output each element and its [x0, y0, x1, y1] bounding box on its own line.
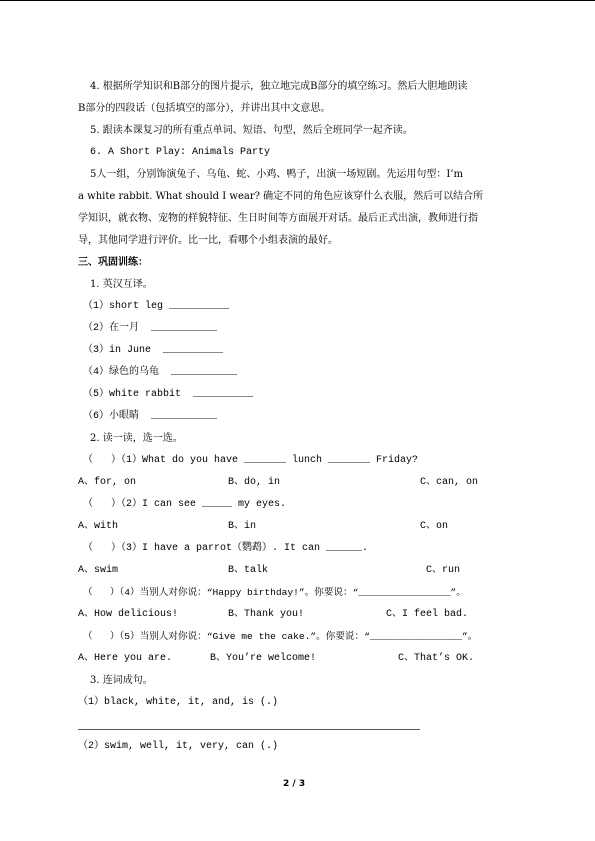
q2-option-c: C、That’s OK.	[398, 653, 475, 664]
q3-item: （1）black, white, it, and, is (.)	[78, 697, 279, 708]
q2-option-a: A、Here you are.	[78, 653, 173, 664]
q2-option-a: A、swim	[78, 565, 119, 576]
q2-option-c: C、on	[420, 521, 449, 532]
q2-option-b: B、talk	[228, 565, 269, 576]
q2-option-b: B、in	[228, 521, 257, 532]
q2-option-b: B、Thank you!	[228, 609, 305, 620]
q2-stem: （ ）（3）I have a parrot（鹦鹉）. It can ______.	[83, 543, 369, 554]
q2-option-b: B、do, in	[228, 477, 281, 488]
page-number: 2 / 3	[283, 779, 306, 789]
step-5: 5. 跟读本课复习的所有重点单词、短语、句型，然后全班同学一起齐读。	[90, 125, 413, 136]
step-6-line-1: 5人一组，分别饰演兔子、乌龟、蛇、小鸡、鸭子，出演一场短剧。先运用句型：I’m	[90, 169, 463, 180]
section-3-heading: 三、巩固训练：	[78, 257, 148, 268]
q1-item: （4）绿色的乌龟 ___________	[83, 367, 238, 378]
q2-stem: （ ）（1）What do you have _______ lunch _______ Friday?	[83, 455, 419, 466]
q1-item: （3）in June __________	[83, 345, 224, 356]
q2-option-b: B、You’re welcome!	[210, 653, 317, 664]
q2-option-c: C、run	[426, 565, 461, 576]
q1-item: （5）white rabbit __________	[83, 389, 254, 400]
step-6-line-2: a white rabbit. What should I wear? 确定不同的角色应该穿什么衣服，然后可以结合所	[78, 191, 484, 202]
answer-line	[78, 729, 420, 730]
step-6-line-3: 学知识，就衣物、宠物的样貌特征、生日时间等方面展开对话。最后正式出演，教师进行指	[78, 213, 478, 224]
q1-item: （6）小眼睛 ___________	[83, 411, 218, 422]
q3-item: （2）swim, well, it, very, can (.)	[78, 741, 279, 752]
q2-option-c: C、can, on	[420, 477, 479, 488]
step-6-line-4: 导，其他同学进行评价。比一比，看哪个小组表演的最好。	[78, 235, 338, 246]
step-4-line-1: 4. 根据所学知识和B部分的图片提示，独立地完成B部分的填空练习。然后大胆地朗读	[90, 81, 468, 92]
q1-item: （2）在一月 ___________	[83, 323, 218, 334]
q2-option-a: A、How delicious!	[78, 609, 179, 620]
q2-option-a: A、with	[78, 521, 119, 532]
q1-item: （1）short leg __________	[83, 301, 230, 312]
q2-title: 2. 读一读，选一选。	[90, 433, 183, 444]
q2-option-c: C、I feel bad.	[386, 609, 469, 620]
page-top-rule	[0, 0, 595, 1]
q1-title: 1. 英汉互译。	[90, 279, 153, 290]
q2-stem: （ ）（4）当别人对你说：“Happy birthday!”。你要说：“________________”。	[83, 587, 466, 598]
q2-option-a: A、for, on	[78, 477, 137, 488]
step-6-title: 6. A Short Play: Animals Party	[90, 147, 271, 158]
q3-title: 3. 连词成句。	[90, 675, 153, 686]
step-4-line-2: B部分的四段话（包括填空的部分），并讲出其中文意思。	[78, 103, 331, 114]
q2-stem: （ ）（2）I can see _____ my eyes.	[83, 499, 287, 510]
q2-stem: （ ）（5）当别人对你说：“Give me the cake.”。你要说：“________________”。	[83, 631, 478, 642]
